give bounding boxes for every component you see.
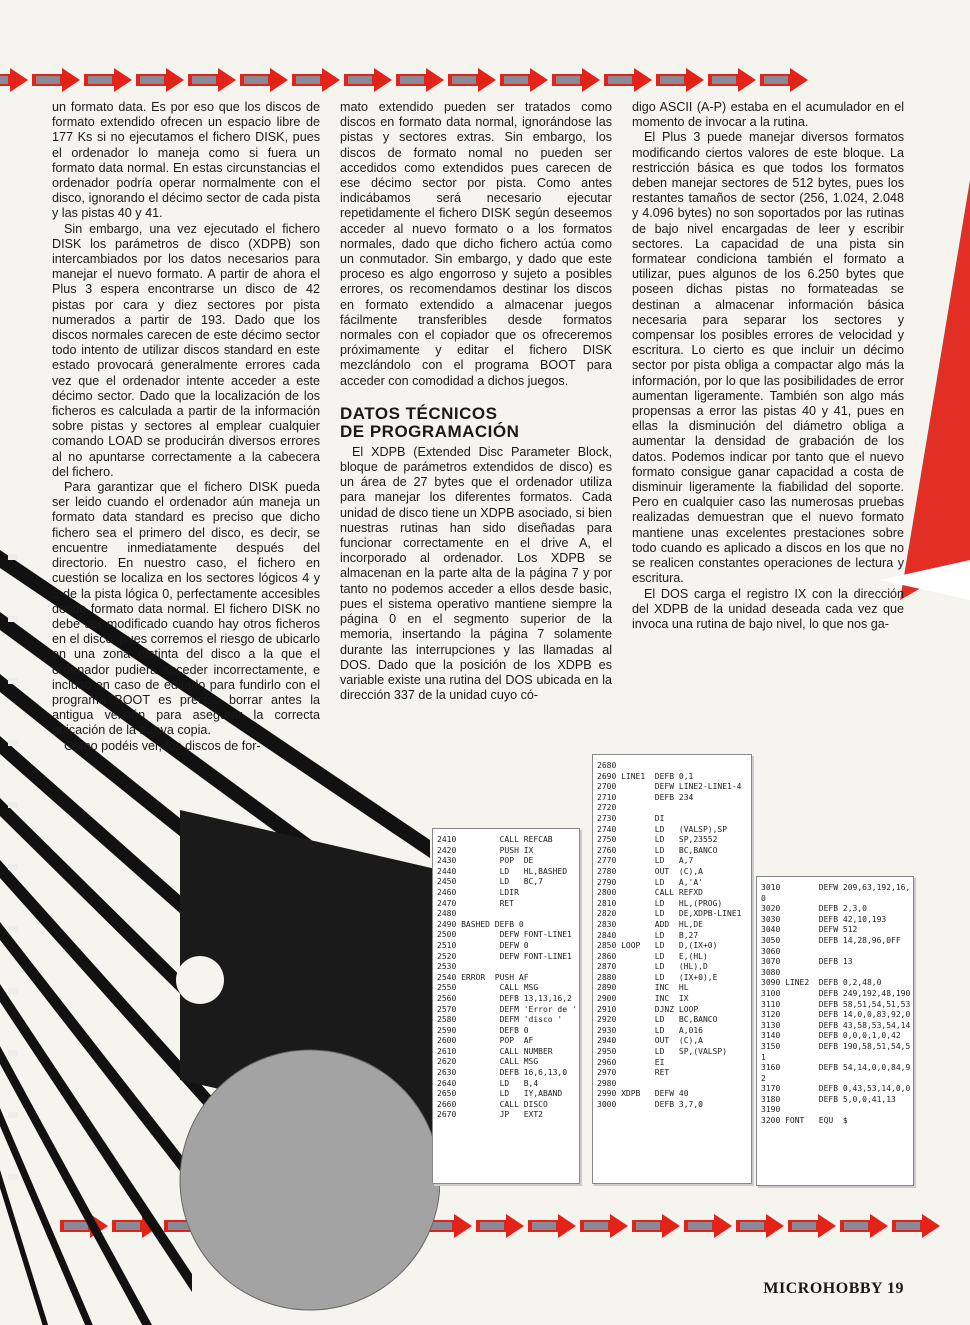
- code-line: 2910 DJNZ LOOP: [597, 1004, 699, 1014]
- code-line: 2640 LD B,4: [437, 1078, 539, 1088]
- heading-line-2: DE PROGRAMACIÓN: [340, 421, 520, 441]
- code-line: 2590 DEFB 0: [437, 1025, 529, 1035]
- arrow-mark: [760, 68, 808, 92]
- code-line: 3040 DEFW 512: [761, 925, 858, 935]
- code-line: 3000 DEFB 3,7,0: [597, 1100, 703, 1109]
- code-line: 2520 DEFW FONT-LINE1: [437, 951, 572, 961]
- disk-platter: [180, 1050, 440, 1310]
- arrow-mark: [84, 68, 132, 92]
- code-line: 3020 DEFB 2,3,0: [761, 904, 867, 914]
- code-line: 3170 DEFB 0,43,53,14,0,0: [761, 1084, 911, 1094]
- code-line: 2870 LD (HL),D: [597, 962, 708, 972]
- code-line: 2800 CALL REFXD: [597, 888, 703, 898]
- code-line: 3050 DEFB 14,28,96,0FF: [761, 935, 901, 945]
- arrow-mark: [476, 1214, 524, 1238]
- arrow-mark: [604, 68, 652, 92]
- code-line: 2630 DEFB 16,6,13,0: [437, 1068, 568, 1078]
- code-line: 3010 DEFW 209,63,192,16,: [761, 883, 911, 892]
- code-line: 2860 LD E,(HL): [597, 951, 708, 961]
- code-line: 3190: [761, 1105, 781, 1115]
- code-line: 2930 LD A,016: [597, 1025, 703, 1035]
- arrow-mark: [32, 68, 80, 92]
- code-line: 2450 LD BC,7: [437, 877, 543, 887]
- code-line: 2770 LD A,7: [597, 856, 694, 866]
- code-line: 2780 OUT (C),A: [597, 866, 703, 876]
- code-line: 2410 CALL REFCAB: [437, 835, 553, 844]
- arrow-mark: [684, 1214, 732, 1238]
- code-line: 2610 CALL NUMBER: [437, 1046, 553, 1056]
- code-line: 3130 DEFB 43,58,53,54,14: [761, 1020, 911, 1030]
- arrow-mark: [0, 68, 28, 92]
- code-line: 3160 DEFB 54,14,0,0,84,9: [761, 1063, 911, 1073]
- arrow-mark: [736, 1214, 784, 1238]
- magazine-name: MICROHOBBY: [763, 1280, 883, 1297]
- arrow-mark: [788, 1214, 836, 1238]
- code-line: 3180 DEFB 5,0,0,41,13: [761, 1094, 896, 1104]
- code-line: 2500 DEFW FONT-LINE1: [437, 930, 572, 940]
- code-line: 3200 FONT EQU $: [761, 1116, 848, 1126]
- arrow-mark: [344, 68, 392, 92]
- code-line: 2420 PUSH IX: [437, 845, 534, 855]
- code-line: 3120 DEFB 14,0,0,83,92,0: [761, 1010, 911, 1020]
- code-line: 2840 LD B,27: [597, 930, 699, 940]
- text-column-2: [340, 100, 612, 703]
- code-line: 2540 ERROR PUSH AF: [437, 972, 529, 982]
- code-line: 2950 LD SP,(VALSP): [597, 1047, 728, 1057]
- top-arrow-band: [0, 66, 970, 94]
- arrow-mark: [632, 1214, 680, 1238]
- code-line: 2510 DEFW 0: [437, 940, 529, 950]
- code-line: 2470 RET: [437, 898, 515, 908]
- code-line: 3030 DEFB 42,10,193: [761, 914, 887, 924]
- text-column-1: [52, 100, 320, 754]
- code-line: 2670 JP EXT2: [437, 1110, 543, 1120]
- code-line: 2440 LD HL,BASHED: [437, 866, 568, 876]
- code-line: 1: [761, 1052, 766, 1062]
- code-line: 3080: [761, 967, 781, 977]
- code-line: 2490 BASHED DEFB 0: [437, 919, 524, 929]
- code-line: 2750 LD SP,23552: [597, 835, 718, 845]
- code-line: 3090 LINE2 DEFB 0,2,48,0: [761, 978, 882, 988]
- code-line: 2430 POP DE: [437, 856, 534, 866]
- code-listing-2: [592, 754, 752, 1184]
- code-line: 2570 DEFM 'Error de ': [437, 1004, 577, 1014]
- page-number: 19: [887, 1280, 904, 1297]
- paragraph: un formato data. Es por eso que los discos de formato extendido ofrecen un espacio libre de 177 Ks si no ejecutamos el fichero DISK, pues el ordenador lo maneja como si fuera un formato data normal. En estas circunstancias el ordenador podría operar normalmente con el disco, ignorando el décimo sector de cada pista y las pistas 40 y 41.: [52, 100, 320, 221]
- paragraph: El DOS carga el registro IX con la dirección del XDPB de la unidad deseada cada vez que invoca una rutina de bajo nivel, lo que nos ga-: [632, 586, 904, 631]
- code-line: 2480: [437, 909, 457, 919]
- arrow-mark: [240, 68, 288, 92]
- code-line: 2990 XDPB DEFW 40: [597, 1089, 689, 1099]
- code-line: 3100 DEFB 249,192,48,190: [761, 988, 911, 998]
- code-line: 2810 LD HL,(PROG): [597, 898, 723, 908]
- code-line: 2970 RET: [597, 1068, 670, 1078]
- arrow-mark: [528, 1214, 576, 1238]
- code-line: 2960 EI: [597, 1057, 665, 1067]
- code-line: 2460 LDIR: [437, 887, 519, 897]
- code-line: 2690 LINE1 DEFB 0,1: [597, 771, 694, 781]
- code-line: 2880 LD (IX+0),E: [597, 972, 718, 982]
- code-line: 3060: [761, 946, 781, 956]
- arrow-mark: [396, 68, 444, 92]
- paragraph: Sin embargo, una vez ejecutado el fichero DISK los parámetros de disco (XDPB) son intercambiados por los datos necesarios para manejar el nuevo formato. A partir de ahora el Plus 3 espera encontrarse un disco de 42 pistas por cara y diez sectores por pista numerados a partir de 193. Dado que los discos normales carecen de este décimo sector todo intento de utilizar discos standard en este estado provocará generalmente errores cada vez que el ordenador intente acceder a este décimo sector. Dado que la localización de los ficheros es calculada a partir de la información sobre pistas y sectores al emplear cualquier comando LOAD se producirán diversos errores al no apuntarse correctamente a la cabecera del fichero.: [52, 221, 320, 479]
- code-line: 2890 INC HL: [597, 983, 689, 993]
- arrow-mark: [136, 68, 184, 92]
- heading-line-1: DATOS TÉCNICOS: [340, 403, 498, 423]
- code-line: 2550 CALL MSG: [437, 983, 539, 993]
- arrow-mark: [708, 68, 756, 92]
- arrow-mark: [892, 1214, 940, 1238]
- code-line: 2620 CALL MSG: [437, 1057, 539, 1067]
- code-line: 3140 DEFB 0,0,0,1,0,42: [761, 1031, 901, 1041]
- code-line: 2600 POP AF: [437, 1036, 534, 1046]
- code-line: 2530: [437, 962, 457, 972]
- code-line: 2560 DEFB 13,13,16,2: [437, 993, 572, 1003]
- paragraph: mato extendido pueden ser tratados como discos en formato data normal, ignorándose las pistas y sectores extras. Sin embargo, los discos de formato nomal no pueden ser accedidos como extendidos pues carecen de ese décimo sector por pista. Como antes indicábamos será necesario ejecutar repetidamente el fichero DISK según deseemos acceder al nuevo formato o a los formatos normales, dado que dicho fichero actúa como un conmutador. Sin embargo, y dado que este proceso es algo engorroso y sujeto a posibles errores, os recomendamos destinar los discos en formato extendido a almacenar juegos fácilmente transferibles desde formatos normales con el copiador que os ofreceremos próximamente y editar el fichero DISK mezclándolo con el programa BOOT para acceder con comodidad a dichos juegos.: [340, 100, 612, 388]
- code-listing-3: [756, 876, 914, 1186]
- code-line: 2900 INC IX: [597, 994, 689, 1004]
- paragraph: El XDPB (Extended Disc Parameter Block, bloque de parámetros extendidos de disco) es un área de 27 bytes que el ordenador utiliza para manejar los diferentes formatos. Cada unidad de disco tiene un XDPB asociado, si bien nuestras rutinas han sido diseñadas para funcionar correctamente en el drive A, el incorporado al ordenador. Los XDPB se almacenan en la parte alta de la página 7 y por tanto no podemos acceder a ellos desde basic, pues el sistema operativo mantiene siempre la página 0 en el segmento superior de la memoria, insertando la página 7 solamente durante las interrupciones y las llamadas al DOS. Dado que la posición de los XDPB es variable existe una rutina del DOS ubicada en la dirección 337 de la unidad cuyo có-: [340, 444, 612, 703]
- code-line: 2980: [597, 1078, 617, 1088]
- arrow-mark: [552, 68, 600, 92]
- arrow-mark: [656, 68, 704, 92]
- code-line: 2760 LD BC,BANCO: [597, 845, 718, 855]
- arrow-mark: [840, 1214, 888, 1238]
- floppy-disk: [0, 1108, 124, 1325]
- code-line: 2920 LD BC,BANCO: [597, 1015, 718, 1025]
- code-line: 2660 CALL DISCO: [437, 1099, 548, 1109]
- code-line: 2790 LD A,'A': [597, 877, 703, 887]
- paragraph: Para garantizar que el fichero DISK pueda ser leido cuando el ordenador aún maneja un formato data standard es preciso que dicho fichero sea el primero del disco, es decir, se encuentre inmediatamente después del directorio. En nuestro caso, el fichero en cuestión se localiza en los sectores lógicos 4 y 5 de la pista lógica 0, perfectamente accesibles desde formato data normal. El fichero DISK no debe ser modificado cuando hay otros ficheros en el disco, pues corremos el riesgo de ubicarlo en una zona distinta del disco a la que el ordenador pudiera acceder incorrectamente, e incluso en caso de editarlo para fundirlo con el programa BOOT es preciso borrar antes la antigua versión para asegurar la correcta ubicación de la nueva copia.: [52, 480, 320, 738]
- code-line: 2830 ADD HL,DE: [597, 919, 703, 929]
- code-line: 2580 DEFM 'disco ': [437, 1015, 563, 1025]
- code-line: 2700 DEFW LINE2-LINE1-4: [597, 782, 742, 792]
- code-listing-1: [432, 828, 580, 1184]
- code-line: 2720: [597, 803, 617, 813]
- code-line: 2: [761, 1073, 766, 1083]
- code-line: 2820 LD DE,XDPB-LINE1: [597, 909, 742, 919]
- code-line: 2710 DEFB 234: [597, 792, 694, 802]
- page-footer: [763, 1280, 904, 1298]
- arrow-mark: [188, 68, 236, 92]
- code-line: 2850 LOOP LD D,(IX+0): [597, 941, 718, 951]
- arrow-mark: [580, 1214, 628, 1238]
- paragraph: El Plus 3 puede manejar diversos formatos modificando ciertos valores de este bloque. La restricción básica es que todos los formatos deben manejar sectores de 512 bytes, pues los restantes tamaños de sector (256, 1.024, 2.048 y 4.096 bytes) no son soportados por las rutinas de bajo nivel encargadas de leer y escribir sectores. La capacidad de una pista sin formatear condiciona también el formato a utilizar, pues algunos de los 6.250 bytes que poseen dichas pistas no formateadas se destinan a almacenar información básica necesaria para separar los sectores y compensar los posibles errores de velocidad y escritura. Lo cierto es que incluir un décimo sector por pista obliga a compactar algo más la información, por lo que las posibilidades de error aumentan ligeramente. También son algo más propensas a error las pistas 40 y 41, pues en ellas la disminución del diámetro obliga a aumentar la densidad de grabación de los datos. Podemos indicar por tanto que el nuevo formato consigue ganar capacidad a costa de disminuir ligeramente la fiabilidad del soporte. Pero en cualquier caso las numerosas pruebas realizadas demuestran que el nuevo formato mantiene unas excelentes prestaciones sobre todo cuando es aplicado a discos en los que no se realicen constantes operaciones de lectura y escritura.: [632, 130, 904, 586]
- arrow-mark: [292, 68, 340, 92]
- paragraph: digo ASCII (A-P) estaba en el acumulador en el momento de invocar a la rutina.: [632, 100, 904, 130]
- code-line: 3110 DEFB 58,51,54,51,53: [761, 999, 911, 1009]
- code-line: 2940 OUT (C),A: [597, 1036, 703, 1046]
- paragraph: Como podéis ver, los discos de for-: [64, 738, 261, 753]
- code-line: 3070 DEFB 13: [761, 957, 853, 967]
- code-line: 2740 LD (VALSP),SP: [597, 824, 728, 834]
- arrow-mark: [500, 68, 548, 92]
- arrow-mark: [448, 68, 496, 92]
- code-line: 2730 DI: [597, 813, 665, 823]
- code-line: 2650 LD IY,ABAND: [437, 1089, 563, 1099]
- text-column-3: [632, 100, 904, 632]
- code-line: 3150 DEFB 190,58,51,54,5: [761, 1041, 911, 1051]
- floppy-disk: [0, 1046, 158, 1325]
- code-line: 0: [761, 893, 766, 903]
- section-heading: [340, 405, 612, 441]
- code-line: 2680: [597, 761, 617, 770]
